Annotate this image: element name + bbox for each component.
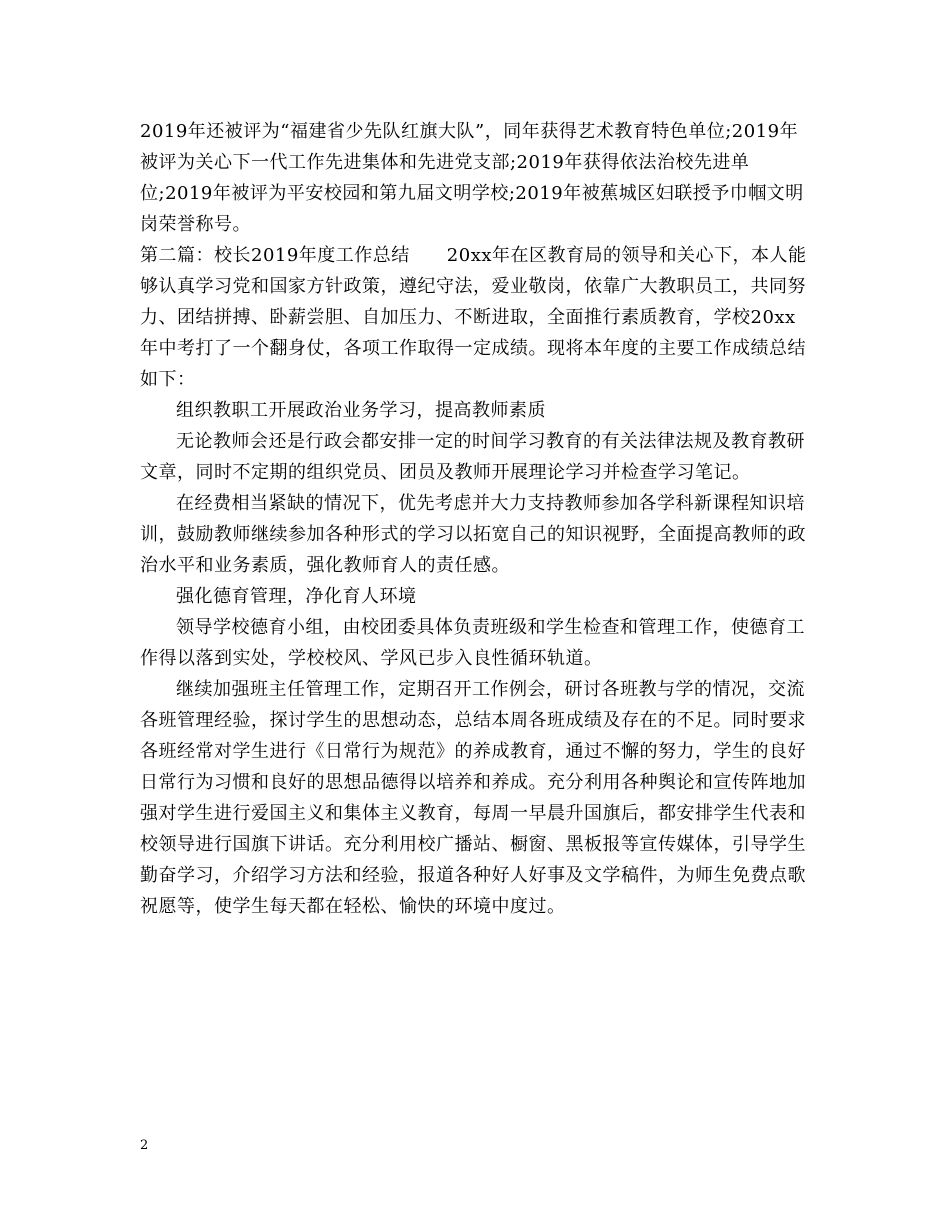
text-line: 文章，同时不定期的组织党员、团员及教师开展理论学习并检查学习笔记。 [140,462,751,483]
text-line: 力、团结拼搏、卧薪尝胆、自加压力、不断进取，全面推行素质教育，学校20xx [140,307,796,328]
subheading: 组织教职工开展政治业务学习，提高教师素质 [176,400,546,421]
text-line: 祝愿等，使学生每天都在轻松、愉快的环境中度过。 [140,896,566,917]
text-line: 在经费相当紧缺的情况下，优先考虑并大力支持教师参加各学科新课程知识培 [176,493,805,514]
text-line: 岗荣誉称号。 [140,214,251,235]
text-line: 如下： [140,369,196,390]
page-number: 2 [140,1138,149,1153]
text-line: 日常行为习惯和良好的思想品德得以培养和养成。充分利用各种舆论和宣传阵地加 [140,772,806,793]
text-line: 无论教师会还是行政会都安排一定的时间学习教育的有关法律法规及教育教研 [176,431,805,452]
text-line: 够认真学习党和国家方针政策，遵纪守法，爱业敬岗，依靠广大教职员工，共同努 [140,276,806,297]
text-line: 强对学生进行爱国主义和集体主义教育，每周一早晨升国旗后，都安排学生代表和 [140,803,806,824]
text-line: 被评为关心下一代工作先进集体和先进党支部;2019年获得依法治校先进单 [140,152,750,173]
text-line: 年中考打了一个翻身仗，各项工作取得一定成绩。现将本年度的主要工作成绩总结 [140,338,806,359]
text-line: 各班经常对学生进行《日常行为规范》的养成教育，通过不懈的努力，学生的良好 [140,741,806,762]
document-body [140,116,816,922]
text-line: 作得以落到实处，学校校风、学风已步入良性循环轨道。 [140,648,603,669]
text-line: 位;2019年被评为平安校园和第九届文明学校;2019年被蕉城区妇联授予巾帼文明 [140,183,804,204]
text-line: 治水平和业务素质，强化教师育人的责任感。 [140,555,510,576]
section-heading-line: 第二篇：校长2019年度工作总结 20xx年在区教育局的领导和关心下，本人能 [140,245,807,266]
text-line: 勤奋学习，介绍学习方法和经验，报道各种好人好事及文学稿件，为师生免费点歌 [140,865,806,886]
text-line: 继续加强班主任管理工作，定期召开工作例会，研讨各班教与学的情况，交流 [176,679,805,700]
text-line: 各班管理经验，探讨学生的思想动态，总结本周各班成绩及存在的不足。同时要求 [140,710,806,731]
text-line: 2019年还被评为“福建省少先队红旗大队”，同年获得艺术教育特色单位;2019年 [140,121,799,142]
text-line: 校领导进行国旗下讲话。充分利用校广播站、橱窗、黑板报等宣传媒体，引导学生 [140,834,806,855]
text-line: 训，鼓励教师继续参加各种形式的学习以拓宽自己的知识视野，全面提高教师的政 [140,524,806,545]
text-line: 领导学校德育小组，由校团委具体负责班级和学生检查和管理工作，使德育工 [176,617,805,638]
subheading: 强化德育管理，净化育人环境 [176,586,417,607]
